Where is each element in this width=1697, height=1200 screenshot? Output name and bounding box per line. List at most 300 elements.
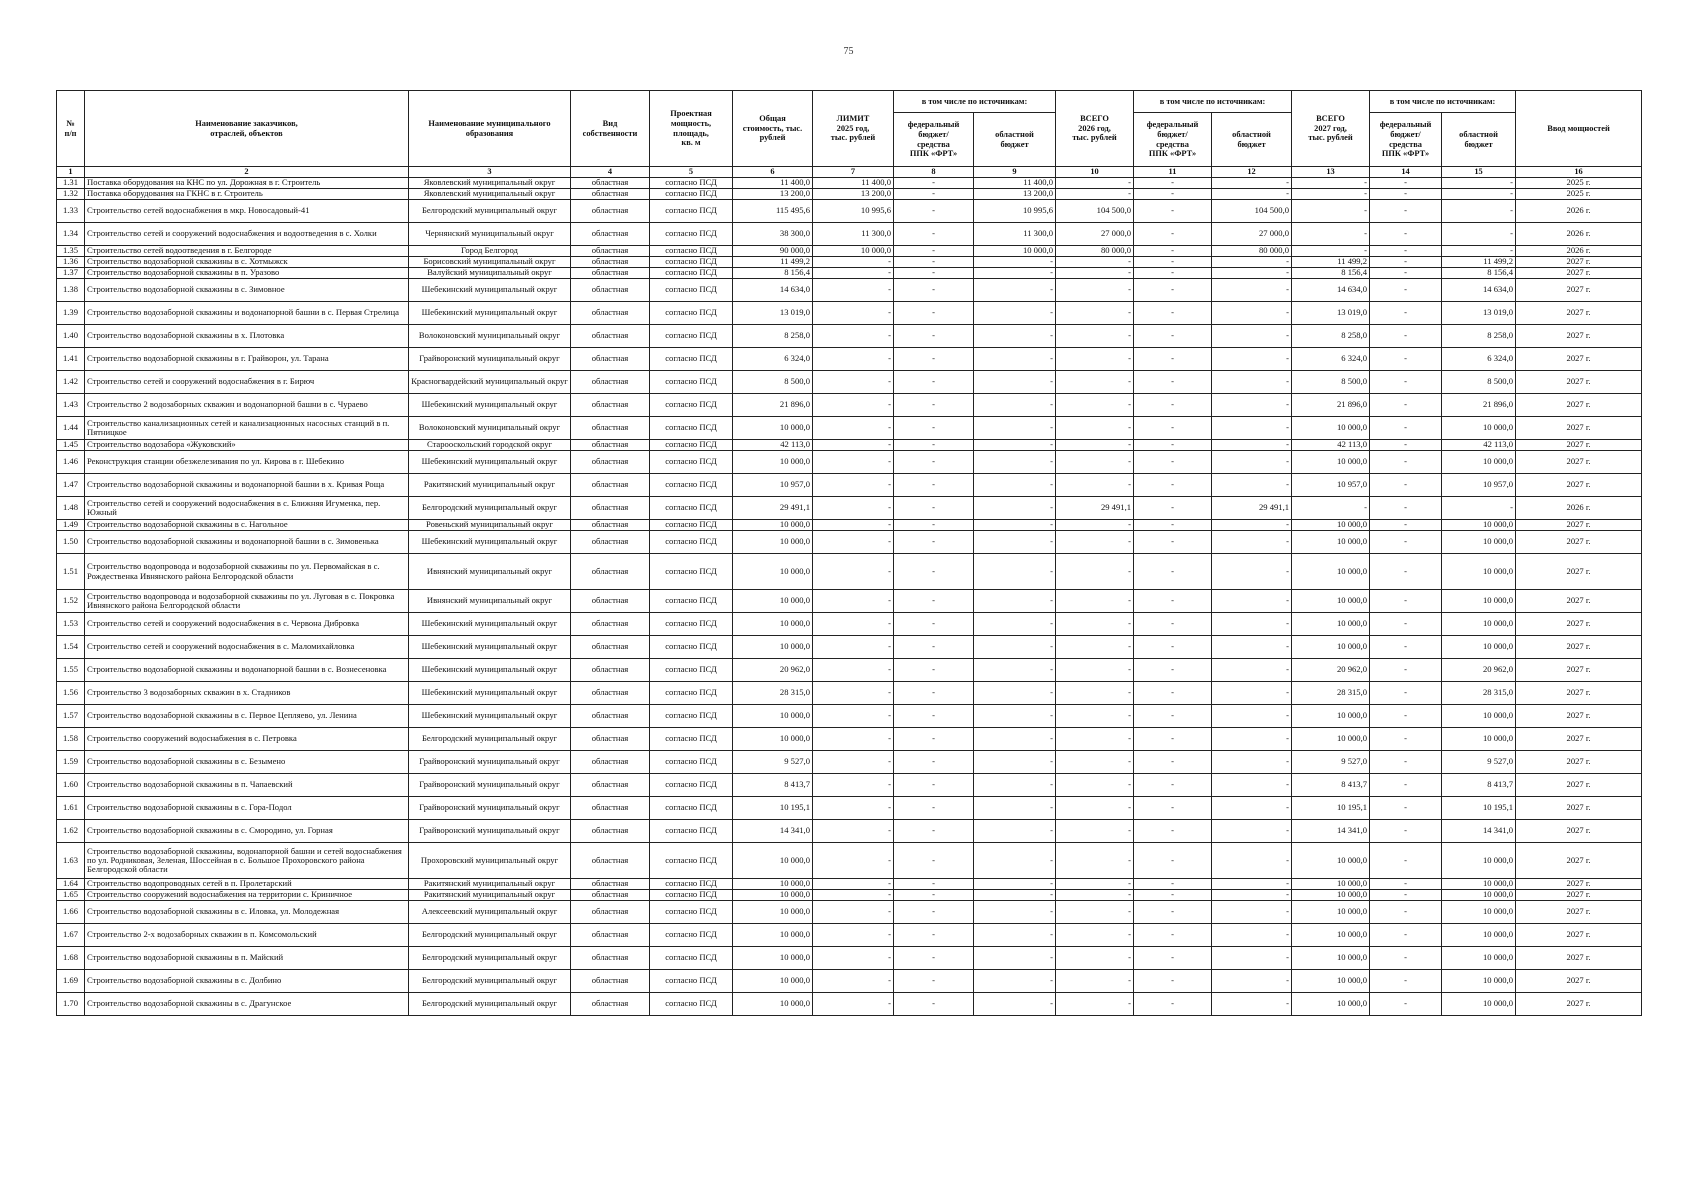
- cell-federal-2027: -: [1370, 200, 1442, 223]
- cell-total-2027: 28 315,0: [1292, 682, 1370, 705]
- cell-num: 1.55: [57, 659, 85, 682]
- cell-regional-2026: -: [1212, 302, 1292, 325]
- cell-municipality: Шебекинский муниципальный округ: [409, 682, 571, 705]
- cell-total-cost: 10 000,0: [733, 613, 813, 636]
- cell-regional-2027: 10 000,0: [1442, 843, 1516, 879]
- cell-total-cost: 42 113,0: [733, 440, 813, 451]
- cell-limit-2025: -: [813, 279, 894, 302]
- cell-regional-2025: -: [974, 797, 1056, 820]
- cell-regional-2025: -: [974, 325, 1056, 348]
- cell-commissioning: 2027 г.: [1516, 394, 1642, 417]
- cell-commissioning: 2027 г.: [1516, 682, 1642, 705]
- cell-object-name: Строительство водозаборной скважины в с. Зимовное: [85, 279, 409, 302]
- cell-total-2026: 104 500,0: [1056, 200, 1134, 223]
- cell-ownership: областная: [571, 417, 650, 440]
- cell-federal-2026: -: [1134, 751, 1212, 774]
- col-number: 1: [57, 167, 85, 178]
- cell-limit-2025: -: [813, 394, 894, 417]
- cell-total-2027: -: [1292, 223, 1370, 246]
- cell-federal-2026: -: [1134, 705, 1212, 728]
- cell-ownership: областная: [571, 901, 650, 924]
- cell-commissioning: 2027 г.: [1516, 993, 1642, 1016]
- cell-total-2026: -: [1056, 890, 1134, 901]
- cell-total-2027: -: [1292, 200, 1370, 223]
- cell-ownership: областная: [571, 879, 650, 890]
- table-row: [57, 682, 1642, 705]
- cell-federal-2025: -: [894, 879, 974, 890]
- cell-total-2026: -: [1056, 797, 1134, 820]
- cell-regional-2026: -: [1212, 590, 1292, 613]
- cell-limit-2025: -: [813, 901, 894, 924]
- cell-federal-2025: -: [894, 394, 974, 417]
- cell-regional-2025: -: [974, 590, 1056, 613]
- cell-federal-2025: -: [894, 246, 974, 257]
- cell-regional-2026: -: [1212, 659, 1292, 682]
- cell-num: 1.31: [57, 178, 85, 189]
- cell-municipality: Грайворонский муниципальный округ: [409, 820, 571, 843]
- cell-regional-2025: -: [974, 613, 1056, 636]
- col-header-sources-2027: в том числе по источникам:: [1370, 91, 1516, 113]
- cell-total-2027: -: [1292, 178, 1370, 189]
- cell-regional-2026: -: [1212, 993, 1292, 1016]
- cell-limit-2025: 11 300,0: [813, 223, 894, 246]
- col-header-limit-2025: ЛИМИТ 2025 год, тыс. рублей: [813, 91, 894, 167]
- cell-num: 1.38: [57, 279, 85, 302]
- cell-num: 1.39: [57, 302, 85, 325]
- cell-federal-2026: -: [1134, 348, 1212, 371]
- cell-regional-2026: -: [1212, 970, 1292, 993]
- table-row: [57, 820, 1642, 843]
- cell-total-cost: 29 491,1: [733, 497, 813, 520]
- cell-total-2026: -: [1056, 279, 1134, 302]
- cell-federal-2027: -: [1370, 257, 1442, 268]
- col-header-name: Наименование заказчиков, отраслей, объектов: [85, 91, 409, 167]
- table-row: [57, 879, 1642, 890]
- cell-total-2027: 6 324,0: [1292, 348, 1370, 371]
- cell-ownership: областная: [571, 189, 650, 200]
- cell-regional-2026: -: [1212, 394, 1292, 417]
- col-header-total-2027: ВСЕГО 2027 год, тыс. рублей: [1292, 91, 1370, 167]
- cell-regional-2025: 10 995,6: [974, 200, 1056, 223]
- table-row: [57, 751, 1642, 774]
- cell-commissioning: 2027 г.: [1516, 531, 1642, 554]
- cell-regional-2026: -: [1212, 613, 1292, 636]
- col-number: 10: [1056, 167, 1134, 178]
- cell-federal-2026: -: [1134, 246, 1212, 257]
- cell-limit-2025: -: [813, 348, 894, 371]
- cell-capacity: согласно ПСД: [650, 200, 733, 223]
- cell-num: 1.68: [57, 947, 85, 970]
- cell-federal-2027: -: [1370, 728, 1442, 751]
- cell-num: 1.65: [57, 890, 85, 901]
- cell-limit-2025: -: [813, 613, 894, 636]
- cell-num: 1.40: [57, 325, 85, 348]
- table-body: [57, 178, 1642, 1016]
- cell-total-2027: 10 000,0: [1292, 947, 1370, 970]
- cell-regional-2027: -: [1442, 200, 1516, 223]
- cell-object-name: Строительство канализационных сетей и канализационных насосных станций в п. Пятницкое: [85, 417, 409, 440]
- cell-capacity: согласно ПСД: [650, 223, 733, 246]
- cell-federal-2027: -: [1370, 497, 1442, 520]
- cell-regional-2025: -: [974, 417, 1056, 440]
- cell-total-2026: -: [1056, 947, 1134, 970]
- cell-federal-2026: -: [1134, 257, 1212, 268]
- cell-regional-2027: 10 000,0: [1442, 590, 1516, 613]
- cell-ownership: областная: [571, 705, 650, 728]
- cell-regional-2025: -: [974, 843, 1056, 879]
- table-row: [57, 947, 1642, 970]
- cell-total-cost: 10 000,0: [733, 451, 813, 474]
- cell-capacity: согласно ПСД: [650, 246, 733, 257]
- cell-total-2027: -: [1292, 497, 1370, 520]
- cell-federal-2026: -: [1134, 200, 1212, 223]
- cell-total-2027: 11 499,2: [1292, 257, 1370, 268]
- col-number: 6: [733, 167, 813, 178]
- cell-total-2026: -: [1056, 590, 1134, 613]
- cell-capacity: согласно ПСД: [650, 970, 733, 993]
- col-header-sources-2025: в том числе по источникам:: [894, 91, 1056, 113]
- cell-regional-2026: -: [1212, 325, 1292, 348]
- cell-total-2026: -: [1056, 520, 1134, 531]
- cell-limit-2025: 10 000,0: [813, 246, 894, 257]
- cell-regional-2027: 10 000,0: [1442, 890, 1516, 901]
- cell-commissioning: 2027 г.: [1516, 820, 1642, 843]
- cell-regional-2026: -: [1212, 705, 1292, 728]
- cell-capacity: согласно ПСД: [650, 451, 733, 474]
- col-header-regional-2027: областной бюджет: [1442, 113, 1516, 167]
- cell-federal-2026: -: [1134, 325, 1212, 348]
- cell-ownership: областная: [571, 751, 650, 774]
- cell-limit-2025: -: [813, 451, 894, 474]
- cell-regional-2027: 10 000,0: [1442, 993, 1516, 1016]
- col-number: 8: [894, 167, 974, 178]
- cell-municipality: Ракитянский муниципальный округ: [409, 879, 571, 890]
- cell-capacity: согласно ПСД: [650, 257, 733, 268]
- cell-ownership: областная: [571, 843, 650, 879]
- table-row: [57, 325, 1642, 348]
- cell-federal-2026: -: [1134, 451, 1212, 474]
- cell-federal-2027: -: [1370, 371, 1442, 394]
- cell-regional-2026: -: [1212, 843, 1292, 879]
- cell-total-2026: -: [1056, 302, 1134, 325]
- cell-object-name: Строительство водозаборной скважины в с. Безымено: [85, 751, 409, 774]
- cell-ownership: областная: [571, 554, 650, 590]
- col-number: 16: [1516, 167, 1642, 178]
- cell-total-2026: -: [1056, 636, 1134, 659]
- cell-total-cost: 10 000,0: [733, 843, 813, 879]
- cell-regional-2025: -: [974, 820, 1056, 843]
- cell-federal-2027: -: [1370, 189, 1442, 200]
- cell-regional-2025: 10 000,0: [974, 246, 1056, 257]
- table-row: [57, 497, 1642, 520]
- cell-regional-2027: 8 413,7: [1442, 774, 1516, 797]
- cell-federal-2025: -: [894, 554, 974, 590]
- cell-federal-2026: -: [1134, 497, 1212, 520]
- cell-limit-2025: -: [813, 554, 894, 590]
- cell-regional-2026: -: [1212, 520, 1292, 531]
- cell-capacity: согласно ПСД: [650, 348, 733, 371]
- cell-total-2026: -: [1056, 901, 1134, 924]
- cell-federal-2027: -: [1370, 302, 1442, 325]
- cell-commissioning: 2027 г.: [1516, 947, 1642, 970]
- cell-regional-2025: -: [974, 682, 1056, 705]
- cell-federal-2027: -: [1370, 797, 1442, 820]
- cell-total-cost: 13 019,0: [733, 302, 813, 325]
- cell-federal-2025: -: [894, 189, 974, 200]
- cell-federal-2025: -: [894, 451, 974, 474]
- col-header-federal-2027: федеральный бюджет/ средства ППК «ФРТ»: [1370, 113, 1442, 167]
- cell-total-2026: -: [1056, 531, 1134, 554]
- cell-regional-2026: -: [1212, 189, 1292, 200]
- cell-total-cost: 10 000,0: [733, 970, 813, 993]
- cell-total-2027: 8 413,7: [1292, 774, 1370, 797]
- cell-federal-2025: -: [894, 924, 974, 947]
- cell-regional-2027: 20 962,0: [1442, 659, 1516, 682]
- cell-total-2027: 8 156,4: [1292, 268, 1370, 279]
- cell-regional-2027: 10 000,0: [1442, 705, 1516, 728]
- cell-federal-2026: -: [1134, 189, 1212, 200]
- col-header-sources-2026: в том числе по источникам:: [1134, 91, 1292, 113]
- cell-object-name: Строительство водопровода и водозаборной скважины по ул. Луговая в с. Покровка Ивнянского района Белгородской области: [85, 590, 409, 613]
- cell-object-name: Строительство водозаборной скважины в г. Грайворон, ул. Тарана: [85, 348, 409, 371]
- cell-commissioning: 2026 г.: [1516, 246, 1642, 257]
- cell-municipality: Борисовский муниципальный округ: [409, 257, 571, 268]
- cell-municipality: Шебекинский муниципальный округ: [409, 279, 571, 302]
- cell-regional-2027: 42 113,0: [1442, 440, 1516, 451]
- cell-federal-2026: -: [1134, 970, 1212, 993]
- cell-federal-2025: -: [894, 440, 974, 451]
- table-row: [57, 659, 1642, 682]
- cell-federal-2025: -: [894, 970, 974, 993]
- table-row: [57, 223, 1642, 246]
- cell-ownership: областная: [571, 590, 650, 613]
- table-row: [57, 246, 1642, 257]
- cell-federal-2026: -: [1134, 223, 1212, 246]
- cell-federal-2026: -: [1134, 659, 1212, 682]
- cell-regional-2027: 10 000,0: [1442, 451, 1516, 474]
- cell-commissioning: 2027 г.: [1516, 279, 1642, 302]
- cell-total-2027: 10 957,0: [1292, 474, 1370, 497]
- table-row: [57, 257, 1642, 268]
- cell-total-2026: -: [1056, 751, 1134, 774]
- cell-commissioning: 2027 г.: [1516, 302, 1642, 325]
- cell-regional-2026: -: [1212, 371, 1292, 394]
- cell-capacity: согласно ПСД: [650, 325, 733, 348]
- cell-capacity: согласно ПСД: [650, 394, 733, 417]
- cell-capacity: согласно ПСД: [650, 474, 733, 497]
- cell-capacity: согласно ПСД: [650, 302, 733, 325]
- cell-total-2026: -: [1056, 993, 1134, 1016]
- cell-capacity: согласно ПСД: [650, 659, 733, 682]
- cell-ownership: областная: [571, 924, 650, 947]
- cell-federal-2027: -: [1370, 613, 1442, 636]
- cell-municipality: Белгородский муниципальный округ: [409, 728, 571, 751]
- cell-regional-2027: 10 000,0: [1442, 924, 1516, 947]
- table-row: [57, 371, 1642, 394]
- cell-total-2026: -: [1056, 257, 1134, 268]
- cell-federal-2027: -: [1370, 279, 1442, 302]
- cell-total-2027: 10 000,0: [1292, 554, 1370, 590]
- cell-municipality: Грайворонский муниципальный округ: [409, 774, 571, 797]
- cell-commissioning: 2026 г.: [1516, 497, 1642, 520]
- cell-total-2026: -: [1056, 879, 1134, 890]
- cell-object-name: Строительство 2 водозаборных скважин и водонапорной башни в с. Чураево: [85, 394, 409, 417]
- cell-ownership: областная: [571, 520, 650, 531]
- cell-federal-2027: -: [1370, 268, 1442, 279]
- cell-num: 1.56: [57, 682, 85, 705]
- cell-regional-2026: -: [1212, 774, 1292, 797]
- cell-regional-2025: -: [974, 302, 1056, 325]
- cell-num: 1.66: [57, 901, 85, 924]
- col-header-total-2026: ВСЕГО 2026 год, тыс. рублей: [1056, 91, 1134, 167]
- cell-federal-2026: -: [1134, 947, 1212, 970]
- cell-total-cost: 10 000,0: [733, 590, 813, 613]
- cell-total-2027: 10 000,0: [1292, 705, 1370, 728]
- cell-ownership: областная: [571, 659, 650, 682]
- cell-total-2027: -: [1292, 189, 1370, 200]
- cell-federal-2025: -: [894, 820, 974, 843]
- col-header-num: № п/п: [57, 91, 85, 167]
- col-number: 14: [1370, 167, 1442, 178]
- cell-commissioning: 2027 г.: [1516, 417, 1642, 440]
- cell-federal-2026: -: [1134, 531, 1212, 554]
- cell-total-cost: 10 000,0: [733, 890, 813, 901]
- cell-object-name: Строительство водозабора «Жуковский»: [85, 440, 409, 451]
- cell-federal-2026: -: [1134, 879, 1212, 890]
- cell-regional-2026: -: [1212, 257, 1292, 268]
- table-row: [57, 394, 1642, 417]
- cell-federal-2026: -: [1134, 843, 1212, 879]
- cell-num: 1.57: [57, 705, 85, 728]
- cell-federal-2027: -: [1370, 590, 1442, 613]
- col-number: 4: [571, 167, 650, 178]
- cell-num: 1.48: [57, 497, 85, 520]
- cell-capacity: согласно ПСД: [650, 843, 733, 879]
- cell-object-name: Строительство 3 водозаборных скважин в х. Стадников: [85, 682, 409, 705]
- cell-capacity: согласно ПСД: [650, 371, 733, 394]
- cell-federal-2025: -: [894, 325, 974, 348]
- cell-total-2027: 14 341,0: [1292, 820, 1370, 843]
- cell-ownership: областная: [571, 440, 650, 451]
- cell-regional-2027: 8 156,4: [1442, 268, 1516, 279]
- cell-capacity: согласно ПСД: [650, 636, 733, 659]
- cell-limit-2025: -: [813, 774, 894, 797]
- cell-total-cost: 10 000,0: [733, 728, 813, 751]
- cell-regional-2025: -: [974, 257, 1056, 268]
- cell-commissioning: 2026 г.: [1516, 223, 1642, 246]
- cell-regional-2026: -: [1212, 279, 1292, 302]
- cell-total-2027: 10 000,0: [1292, 901, 1370, 924]
- cell-regional-2025: -: [974, 520, 1056, 531]
- cell-capacity: согласно ПСД: [650, 705, 733, 728]
- table-row: [57, 268, 1642, 279]
- cell-total-2026: -: [1056, 371, 1134, 394]
- cell-regional-2027: 21 896,0: [1442, 394, 1516, 417]
- cell-num: 1.49: [57, 520, 85, 531]
- cell-num: 1.37: [57, 268, 85, 279]
- cell-regional-2027: -: [1442, 497, 1516, 520]
- cell-object-name: Строительство водозаборной скважины и водонапорной башни в с. Первая Стрелица: [85, 302, 409, 325]
- cell-regional-2025: -: [974, 879, 1056, 890]
- cell-total-2026: 80 000,0: [1056, 246, 1134, 257]
- cell-federal-2027: -: [1370, 901, 1442, 924]
- cell-regional-2027: 14 341,0: [1442, 820, 1516, 843]
- cell-ownership: областная: [571, 774, 650, 797]
- cell-ownership: областная: [571, 947, 650, 970]
- cell-federal-2027: -: [1370, 451, 1442, 474]
- cell-limit-2025: -: [813, 257, 894, 268]
- cell-regional-2027: -: [1442, 246, 1516, 257]
- cell-capacity: согласно ПСД: [650, 554, 733, 590]
- cell-municipality: Шебекинский муниципальный округ: [409, 394, 571, 417]
- cell-num: 1.47: [57, 474, 85, 497]
- cell-regional-2025: -: [974, 268, 1056, 279]
- cell-federal-2025: -: [894, 797, 974, 820]
- cell-num: 1.35: [57, 246, 85, 257]
- cell-object-name: Строительство водозаборной скважины и водонапорной башни в х. Кривая Роща: [85, 474, 409, 497]
- table-row: [57, 302, 1642, 325]
- table-row: [57, 613, 1642, 636]
- cell-federal-2026: -: [1134, 924, 1212, 947]
- cell-total-2026: -: [1056, 189, 1134, 200]
- cell-federal-2025: -: [894, 268, 974, 279]
- cell-municipality: Ровеньский муниципальный округ: [409, 520, 571, 531]
- cell-federal-2026: -: [1134, 590, 1212, 613]
- cell-object-name: Строительство водозаборной скважины в п. Чапаевский: [85, 774, 409, 797]
- cell-regional-2027: 10 000,0: [1442, 417, 1516, 440]
- cell-object-name: Строительство водозаборной скважины в с. Драгунское: [85, 993, 409, 1016]
- cell-commissioning: 2027 г.: [1516, 474, 1642, 497]
- cell-federal-2026: -: [1134, 993, 1212, 1016]
- cell-limit-2025: 10 995,6: [813, 200, 894, 223]
- cell-regional-2026: -: [1212, 879, 1292, 890]
- cell-capacity: согласно ПСД: [650, 924, 733, 947]
- cell-commissioning: 2027 г.: [1516, 970, 1642, 993]
- cell-limit-2025: -: [813, 417, 894, 440]
- cell-regional-2027: 9 527,0: [1442, 751, 1516, 774]
- cell-regional-2025: 11 300,0: [974, 223, 1056, 246]
- cell-municipality: Белгородский муниципальный округ: [409, 993, 571, 1016]
- cell-municipality: Чернянский муниципальный округ: [409, 223, 571, 246]
- col-number: 2: [85, 167, 409, 178]
- cell-regional-2027: 10 000,0: [1442, 901, 1516, 924]
- cell-regional-2025: -: [974, 636, 1056, 659]
- cell-federal-2025: -: [894, 705, 974, 728]
- table-row: [57, 279, 1642, 302]
- cell-regional-2025: -: [974, 947, 1056, 970]
- cell-object-name: Строительство водозаборной скважины, водонапорной башни и сетей водоснабжения по ул. Родниковая, Зеленая, Шоссейная в с. Большое Прохоровского района Белгородской области: [85, 843, 409, 879]
- cell-regional-2027: 10 000,0: [1442, 554, 1516, 590]
- cell-total-cost: 10 000,0: [733, 947, 813, 970]
- cell-federal-2027: -: [1370, 843, 1442, 879]
- table-row: [57, 440, 1642, 451]
- column-number-row: [57, 167, 1642, 178]
- cell-num: 1.60: [57, 774, 85, 797]
- cell-capacity: согласно ПСД: [650, 440, 733, 451]
- table-row: [57, 774, 1642, 797]
- cell-federal-2025: -: [894, 417, 974, 440]
- cell-regional-2027: 28 315,0: [1442, 682, 1516, 705]
- cell-federal-2027: -: [1370, 474, 1442, 497]
- cell-regional-2027: 13 019,0: [1442, 302, 1516, 325]
- cell-ownership: областная: [571, 268, 650, 279]
- cell-object-name: Строительство водозаборной скважины в с. Первое Цепляево, ул. Ленина: [85, 705, 409, 728]
- cell-limit-2025: -: [813, 993, 894, 1016]
- cell-municipality: Валуйский муниципальный округ: [409, 268, 571, 279]
- cell-total-cost: 10 000,0: [733, 879, 813, 890]
- cell-total-cost: 9 527,0: [733, 751, 813, 774]
- cell-ownership: областная: [571, 636, 650, 659]
